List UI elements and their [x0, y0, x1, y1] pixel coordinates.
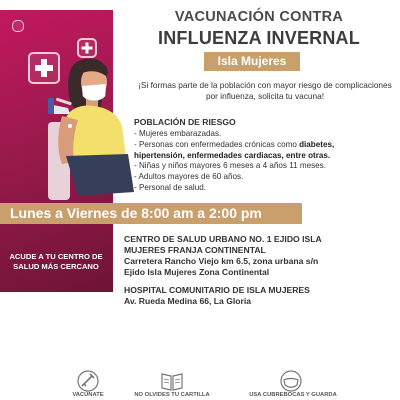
page-title-line1: VACUNACIÓN CONTRA [174, 9, 344, 25]
list-item [134, 151, 396, 162]
location-name: MUJERES FRANJA CONTINENTAL [124, 245, 266, 255]
footer-label: NO OLVIDES TU CARTILLA [134, 392, 210, 398]
page-title-line2: INFLUENZA INVERNAL [158, 28, 360, 48]
location-card [124, 234, 398, 278]
location-name: CENTRO DE SALUD URBANO NO. 1 EJIDO ISLA [124, 234, 322, 244]
booklet-icon [160, 370, 184, 392]
face-mask-icon [278, 370, 304, 392]
risk-population-heading: POBLACIÓN DE RIESGO [134, 117, 236, 127]
emphasis-text: diabetes, [299, 139, 335, 149]
medical-cross-icon [12, 20, 24, 32]
location-card [124, 285, 398, 307]
footer-label: VACÚNATE [72, 392, 104, 398]
location-badge: Isla Mujeres [204, 52, 300, 71]
syringe-shape [56, 98, 72, 106]
vaccine-icon [76, 370, 100, 392]
location-address: Ejido Isla Mujeres Zona Continental [124, 267, 270, 277]
list-item: - Personas con enfermedades crónicas como diabetes, [134, 139, 335, 149]
emphasis-text: hipertensión, enfermedades cardiacas, entre otras. [134, 150, 331, 160]
location-address: Carretera Rancho Viejo km 6.5, zona urbana s/n [124, 256, 319, 266]
visit-health-center-text: ACUDE A TU CENTRO DE SALUD MÁS CERCANO [9, 252, 103, 271]
mask-shape [82, 84, 106, 101]
schedule-text: Lunes a Viernes de 8:00 am a 2:00 pm [10, 205, 262, 221]
footer-label: USA CUBREBOCAS Y GUARDA [249, 392, 337, 398]
location-address: Av. Rueda Medina 66, La Gloria [124, 296, 252, 306]
risk-population-list [134, 129, 396, 194]
locations-section [124, 234, 398, 314]
vaccination-illustration [48, 52, 140, 202]
list-item: - Mujeres embarazadas. [134, 129, 222, 138]
location-name: HOSPITAL COMUNITARIO DE ISLA MUJERES [124, 285, 310, 295]
intro-text: ¡Si formas parte de la población con mayor riesgo de complicaciones por influenza, solicita tu vacuna! [138, 80, 392, 101]
list-item: - Niñas y niños mayores 6 meses a 4 años 11 meses. [134, 161, 326, 171]
list-item: - Personal de salud. [134, 182, 206, 192]
list-item: - Adultos mayores de 60 años. [134, 172, 244, 182]
